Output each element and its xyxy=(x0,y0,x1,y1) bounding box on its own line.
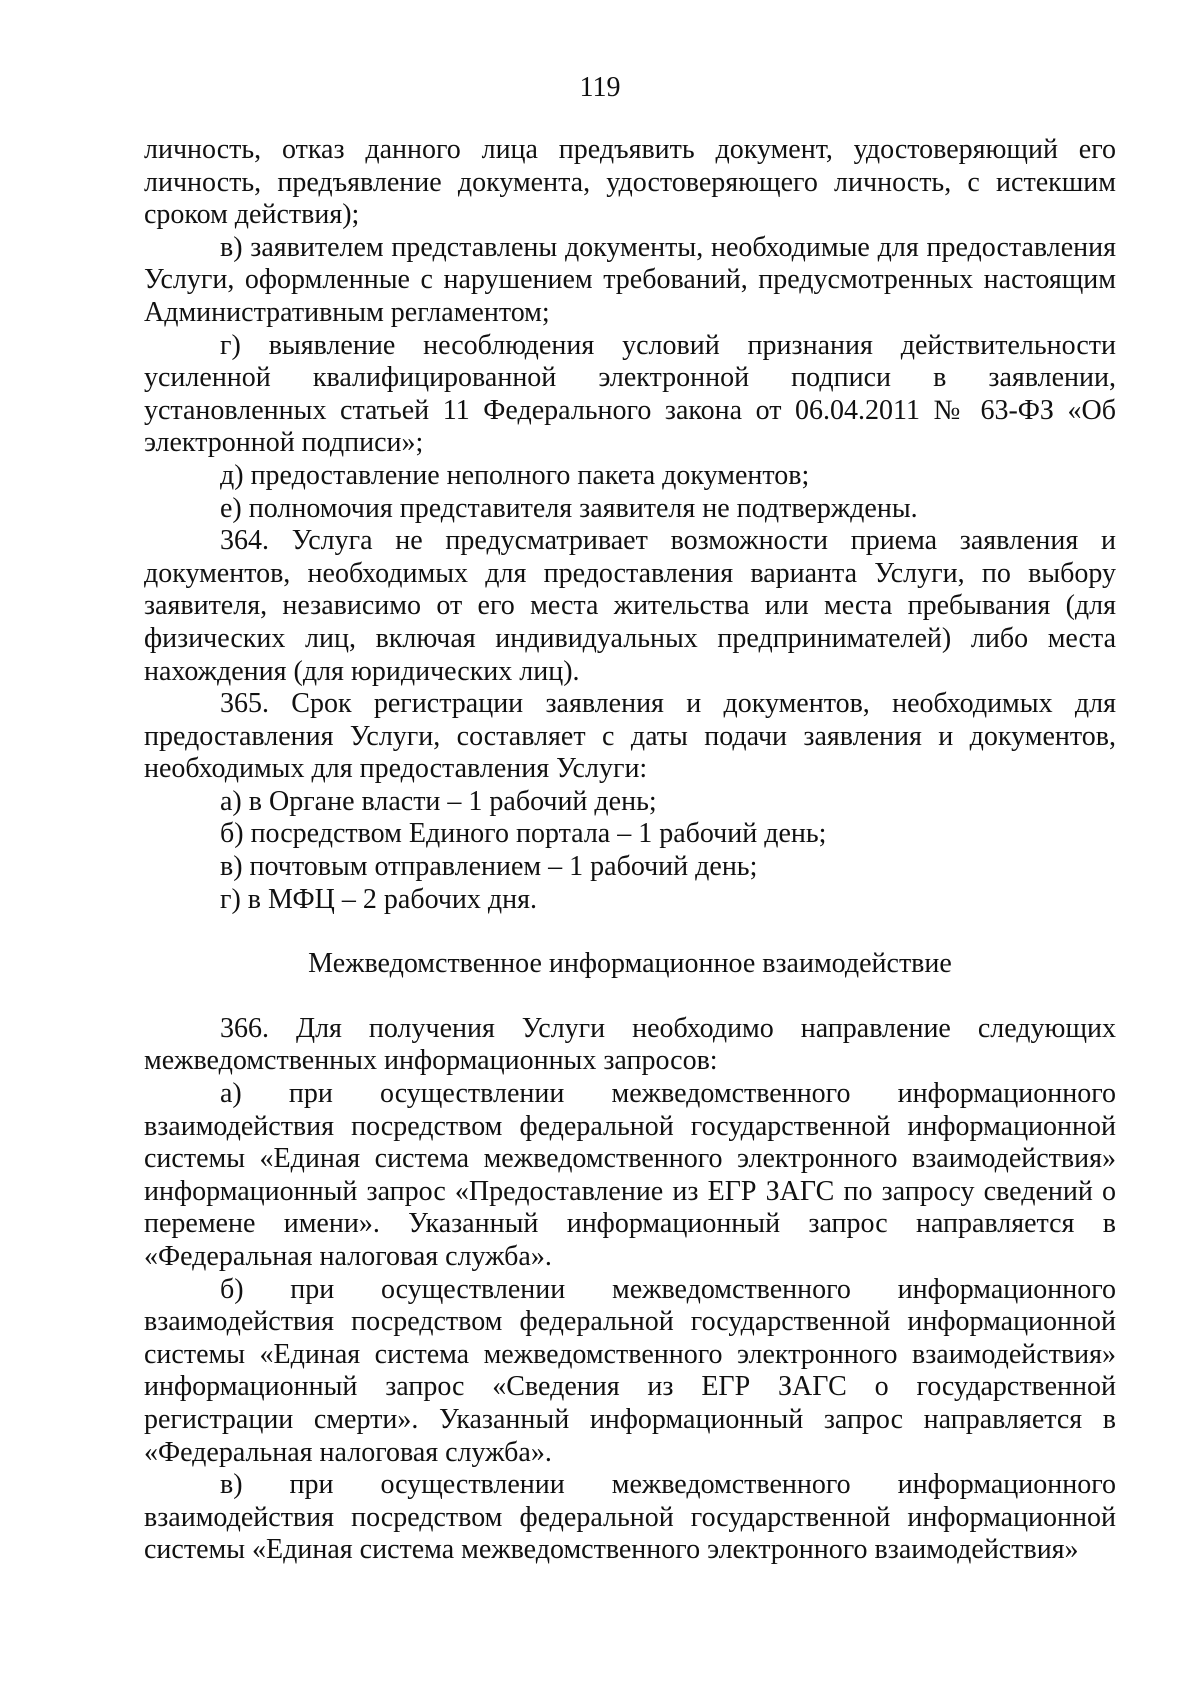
paragraph-item-d-incomplete-package: д) предоставление неполного пакета документов; xyxy=(220,459,810,491)
paragraph-item-g-signature-invalid: г) выявление несоблюдения условий признания действительности усиленной квалифицированной электронной подписи в заявлении, установленных статьей 11 Федерального закона от 06.04.2011 № 63-ФЗ «Об электронной подписи»; xyxy=(144,329,1116,459)
paragraph-364: 364. Услуга не предусматривает возможности приема заявления и документов, необходимых для предоставления варианта Услуги, по выбору заявителя, независимо от его места жительства или места пребывания (для физических лиц, включая индивидуальных предпринимателей) либо места нахождения (для юридических лиц). xyxy=(144,525,1116,687)
document-body xyxy=(144,134,1116,1567)
paragraph-366-item-a: а) при осуществлении межведомственного информационного взаимодействия посредством федеральной государственной информационной системы «Единая система межведомственного электронного взаимодействия» информационный запрос «Предоставление из ЕГР ЗАГС по запросу сведений о перемене имени». Указанный информационный запрос направляется в «Федеральная налоговая служба». xyxy=(144,1078,1116,1272)
paragraph-365-item-b: б) посредством Единого портала – 1 рабочий день; xyxy=(220,818,827,850)
section-heading: Межведомственное информационное взаимодействие xyxy=(308,948,952,980)
paragraph-item-e-authority-unconfirmed: е) полномочия представителя заявителя не подтверждены. xyxy=(220,492,918,524)
paragraph-365: 365. Срок регистрации заявления и документов, необходимых для предоставления Услуги, составляет с даты подачи заявления и документов, необходимых для предоставления Услуги: xyxy=(144,688,1116,785)
paragraph-366: 366. Для получения Услуги необходимо направление следующих межведомственных информационных запросов: xyxy=(144,1012,1116,1077)
paragraph-item-v-documents-violations: в) заявителем представлены документы, необходимые для предоставления Услуги, оформленные с нарушением требований, предусмотренных настоящим Административным регламентом; xyxy=(144,231,1116,328)
paragraph-366-item-v: в) при осуществлении межведомственного информационного взаимодействия посредством федеральной государственной информационной системы «Единая система межведомственного электронного взаимодействия» xyxy=(144,1469,1116,1566)
paragraph-continuation: личность, отказ данного лица предъявить документ, удостоверяющий его личность, предъявление документа, удостоверяющего личность, с истекшим сроком действия); xyxy=(144,134,1116,231)
page-number: 119 xyxy=(579,72,621,103)
paragraph-365-item-v: в) почтовым отправлением – 1 рабочий день; xyxy=(220,851,758,883)
paragraph-365-item-a: а) в Органе власти – 1 рабочий день; xyxy=(220,785,657,817)
paragraph-366-item-b: б) при осуществлении межведомственного информационного взаимодействия посредством федеральной государственной информационной системы «Единая система межведомственного электронного взаимодействия» информационный запрос «Сведения из ЕГР ЗАГС о государственной регистрации смерти». Указанный информационный запрос направляется в «Федеральная налоговая служба». xyxy=(144,1273,1116,1468)
paragraph-365-item-g: г) в МФЦ – 2 рабочих дня. xyxy=(220,883,538,915)
